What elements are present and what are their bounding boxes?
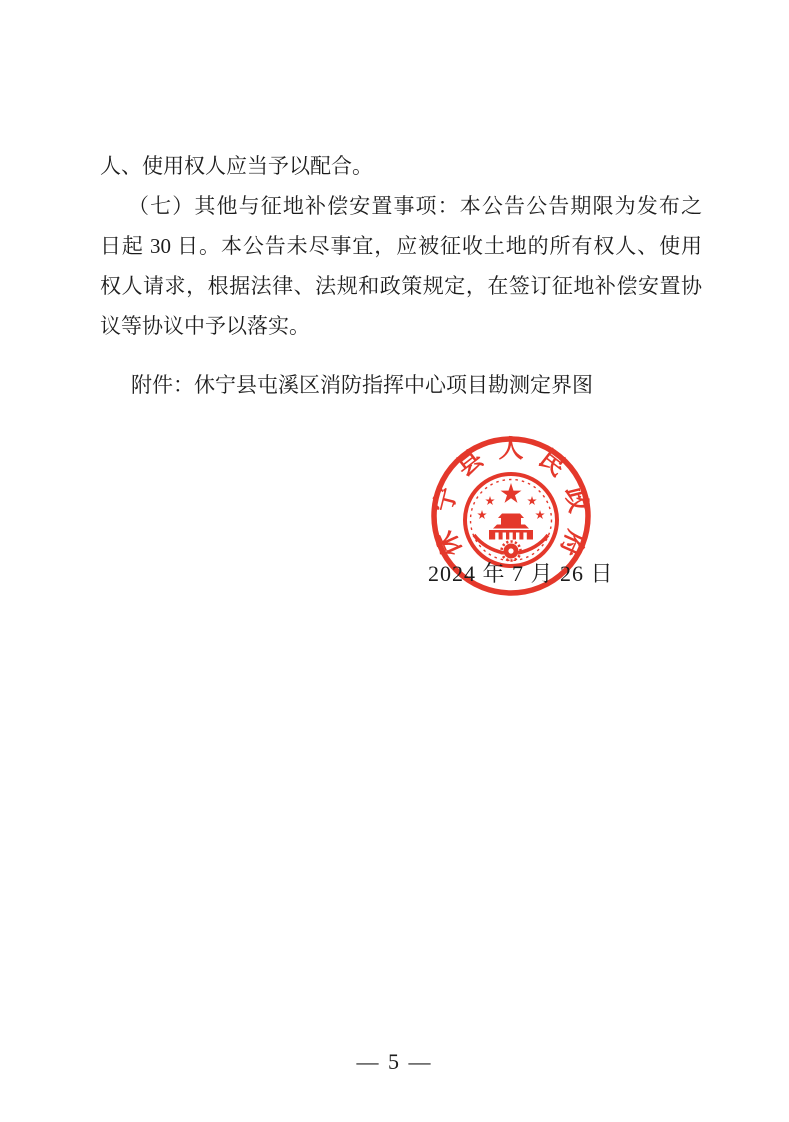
paragraph-line: 人、使用权人应当予以配合。: [100, 154, 373, 178]
body-text-block: [100, 146, 702, 346]
issue-date: 2024 年 7 月 26 日: [428, 561, 614, 586]
seal-char: 政: [559, 484, 592, 516]
seal-char: 县: [451, 445, 489, 482]
tiananmen-gate: [489, 514, 533, 540]
seal-char: 人: [498, 436, 524, 463]
attachment-line: 附件：休宁县屯溪区消防指挥中心项目勘测定界图: [131, 373, 593, 397]
paragraph-line: 权人请求，根据法律、法规和政策规定，在签订征地补偿安置协: [100, 274, 702, 298]
paragraph-line: 日起 30 日。本公告未尽事宜，应被征收土地的所有权人、使用: [100, 234, 702, 258]
seal-char: 休: [432, 526, 468, 560]
page-number: — 5 —: [356, 1049, 433, 1074]
seal-char: 民: [533, 445, 571, 482]
seal-char: 府: [554, 526, 590, 560]
paragraph-line: 议等协议中予以落实。: [100, 314, 310, 338]
paragraph-line: （七）其他与征地补偿安置事项：本公告公告期限为发布之: [128, 194, 702, 218]
national-emblem-icon: [465, 474, 557, 566]
seal-char: 宁: [430, 484, 463, 516]
